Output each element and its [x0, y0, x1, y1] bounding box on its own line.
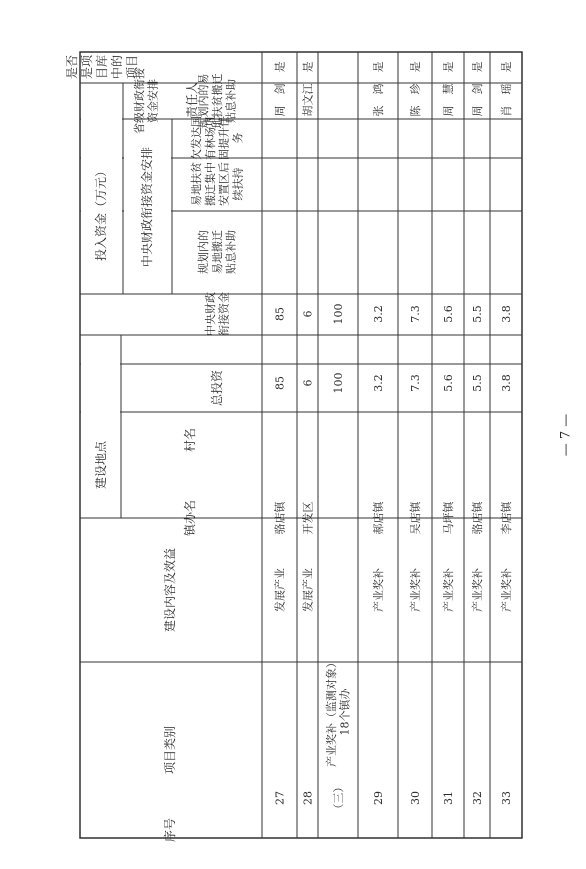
cell-total: 5.6 — [441, 374, 455, 392]
cell-category: 产业奖补（监测对象）18个镇办 — [325, 657, 352, 767]
cell-town: 开发区 — [301, 501, 315, 535]
cell-responsible: 肖 瑶 — [499, 83, 513, 117]
cell-seq: 31 — [441, 791, 455, 805]
header-category: 项目类别 — [163, 725, 178, 775]
header-central-sub3: 易地扶贫搬迁集中安置区后续扶持 — [190, 162, 245, 206]
header-seq: 序号 — [163, 817, 178, 843]
cell-town: 郝店镇 — [371, 501, 385, 535]
cell-central-funds: 3.8 — [499, 305, 513, 323]
header-provincial-sub: 规划内的易地扶贫搬迁贴息补助 — [197, 73, 238, 129]
cell-seq: 30 — [408, 791, 422, 805]
cell-content: 发展产业 — [273, 568, 287, 612]
cell-town: 骆店镇 — [273, 501, 287, 535]
cell-responsible: 周 慧 — [441, 83, 455, 117]
cell-total: 3.2 — [371, 374, 385, 392]
cell-seq: 32 — [470, 791, 484, 805]
cell-central-funds: 100 — [331, 303, 345, 325]
header-central-sub1: 中央财政衔接资金 — [204, 292, 231, 336]
cell-total: 3.8 — [499, 374, 513, 392]
page-number: — 7 — — [558, 413, 574, 457]
cell-content: 产业奖补 — [441, 568, 455, 612]
header-central-sub4: 欠发达国有林场巩固提升任务 — [190, 116, 245, 160]
cell-central-funds: 6 — [301, 310, 315, 318]
cell-central-funds: 5.5 — [470, 305, 484, 323]
cell-seq: （三） — [331, 781, 345, 815]
header-central-sub2: 规划内的易地搬迁贴息补助 — [197, 230, 238, 274]
header-content: 建设内容及效益 — [163, 547, 178, 633]
cell-in-library: 是 — [470, 61, 484, 73]
header-responsible: 责任人 — [185, 81, 200, 119]
cell-content: 产业奖补 — [408, 568, 422, 612]
header-funds: 投入资金（万元） — [94, 164, 109, 262]
cell-in-library: 是 — [301, 61, 315, 73]
cell-in-library: 是 — [273, 61, 287, 73]
cell-seq: 28 — [301, 791, 315, 805]
cell-seq: 33 — [499, 791, 513, 805]
cell-content: 产业奖补 — [499, 568, 513, 612]
cell-responsible: 陈 珍 — [408, 83, 422, 117]
cell-total: 6 — [301, 379, 315, 387]
header-total: 总投资 — [210, 369, 225, 407]
cell-in-library: 是 — [441, 61, 455, 73]
cell-seq: 27 — [273, 791, 287, 805]
cell-central-funds: 3.2 — [371, 305, 385, 323]
cell-responsible: 周 剑 — [470, 83, 484, 117]
cell-total: 7.3 — [408, 374, 422, 392]
cell-town: 吴店镇 — [408, 501, 422, 535]
header-in-library: 是否是项目库中的项目 — [65, 54, 140, 80]
cell-total: 85 — [273, 376, 287, 390]
cell-responsible: 张 鸿 — [371, 83, 385, 117]
cell-seq: 29 — [371, 791, 385, 805]
cell-central-funds: 85 — [273, 307, 287, 321]
cell-content: 发展产业 — [301, 568, 315, 612]
cell-responsible: 周 剑 — [273, 83, 287, 117]
cell-responsible: 胡文江 — [301, 83, 315, 117]
header-provincial: 省级财政衔接资金安排 — [133, 68, 160, 134]
header-town: 镇办名 — [183, 499, 198, 537]
cell-content: 产业奖补 — [470, 568, 484, 612]
header-village: 村名 — [183, 427, 198, 453]
cell-in-library: 是 — [371, 61, 385, 73]
cell-town: 骆店镇 — [470, 501, 484, 535]
header-location: 建设地点 — [94, 440, 109, 490]
cell-total: 5.5 — [470, 374, 484, 392]
cell-central-funds: 7.3 — [408, 305, 422, 323]
cell-in-library: 是 — [499, 61, 513, 73]
cell-town: 马坪镇 — [441, 501, 455, 535]
cell-total: 100 — [331, 372, 345, 394]
cell-town: 李店镇 — [499, 501, 513, 535]
cell-in-library: 是 — [408, 61, 422, 73]
cell-central-funds: 5.6 — [441, 305, 455, 323]
funding-table — [65, 52, 522, 842]
header-central: 中央财政衔接资金安排 — [140, 146, 155, 268]
cell-content: 产业奖补 — [371, 568, 385, 612]
